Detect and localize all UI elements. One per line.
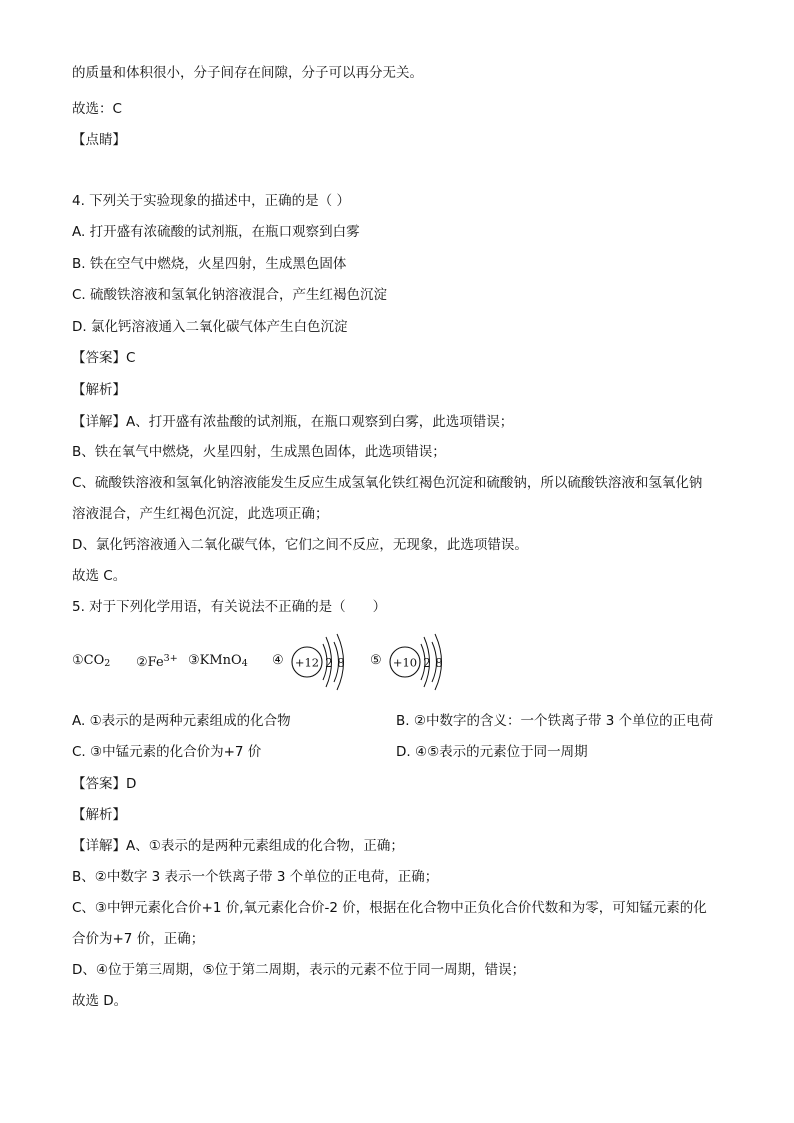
explanation-line: B、②中数字 3 表示一个铁离子带 3 个单位的正电荷，正确；: [72, 869, 439, 885]
explanation-line: B、铁在氧气中燃烧，火星四射，生成黑色固体，此选项错误；: [72, 444, 446, 460]
atom-structure-diagram-4: [290, 628, 354, 696]
question-5-option-c: C. ③中锰元素的化合价为+7 价: [72, 744, 262, 760]
symbol-kmno4: ③KMnO$_4$: [188, 653, 248, 669]
question-4-option-a: A. 打开盛有浓硫酸的试剂瓶，在瓶口观察到白雾: [72, 224, 360, 240]
atom-structure-diagram-5: [388, 628, 452, 696]
analysis-label: 【解析】: [72, 382, 126, 398]
answer-label: 【答案】C: [72, 350, 136, 366]
nucleus-charge: +12: [294, 655, 320, 670]
text-line: 的质量和体积很小，分子间存在间隙，分子可以再分无关。: [72, 65, 423, 81]
structure-5-number: ⑤: [370, 653, 382, 668]
question-5-option-b: B. ②中数字的含义：一个铁离子带 3 个单位的正电荷: [396, 713, 714, 729]
shell-electrons: 2: [423, 656, 431, 670]
explanation-line: 合价为+7 价，正确；: [72, 931, 205, 947]
shell-electrons: 8: [337, 656, 345, 670]
text-line: 故选：C: [72, 101, 122, 117]
structure-4-number: ④: [272, 653, 284, 668]
question-4-option-b: B. 铁在空气中燃烧，火星四射，生成黑色固体: [72, 256, 347, 272]
explanation-line: 【详解】A、①表示的是两种元素组成的化合物，正确；: [72, 838, 404, 854]
shell-electrons: 8: [435, 656, 443, 670]
section-label: 【点睛】: [72, 132, 126, 148]
question-4-option-d: D. 氯化钙溶液通入二氧化碳气体产生白色沉淀: [72, 319, 348, 335]
question-5-stem: 5. 对于下列化学用语，有关说法不正确的是（ ）: [72, 599, 387, 615]
explanation-line: D、氯化钙溶液通入二氧化碳气体，它们之间不反应，无现象，此选项错误。: [72, 537, 528, 553]
symbol-co2: $①CO_2$: [72, 653, 111, 669]
question-5-option-d: D. ④⑤表示的元素位于同一周期: [396, 744, 588, 760]
nucleus-charge: +10: [392, 655, 418, 670]
question-5-option-a: A. ①表示的是两种元素组成的化合物: [72, 713, 291, 729]
conclusion-line: 故选 C。: [72, 568, 127, 584]
question-4-option-c: C. 硫酸铁溶液和氢氧化钠溶液混合，产生红褐色沉淀: [72, 287, 388, 303]
explanation-line: 溶液混合，产生红褐色沉淀，此选项正确；: [72, 506, 329, 522]
shell-electrons: 2: [325, 656, 333, 670]
explanation-line: D、④位于第三周期，⑤位于第二周期，表示的元素不位于同一周期，错误；: [72, 962, 526, 978]
answer-label: 【答案】D: [72, 776, 137, 792]
explanation-line: C、硫酸铁溶液和氢氧化钠溶液能发生反应生成氢氧化铁红褐色沉淀和硫酸钠，所以硫酸铁溶液和氢氧化钠: [72, 475, 703, 491]
conclusion-line: 故选 D。: [72, 993, 128, 1009]
analysis-label: 【解析】: [72, 807, 126, 823]
question-4-stem: 4. 下列关于实验现象的描述中，正确的是（ ）: [72, 193, 350, 209]
explanation-line: C、③中钾元素化合价+1 价,氧元素化合价-2 价，根据在化合物中正负化合价代数和为零，可知锰元素的化: [72, 900, 707, 916]
symbol-fe-ion: $②Fe^{3+}$: [136, 653, 178, 670]
explanation-line: 【详解】A、打开盛有浓盐酸的试剂瓶，在瓶口观察到白雾，此选项错误；: [72, 414, 514, 430]
